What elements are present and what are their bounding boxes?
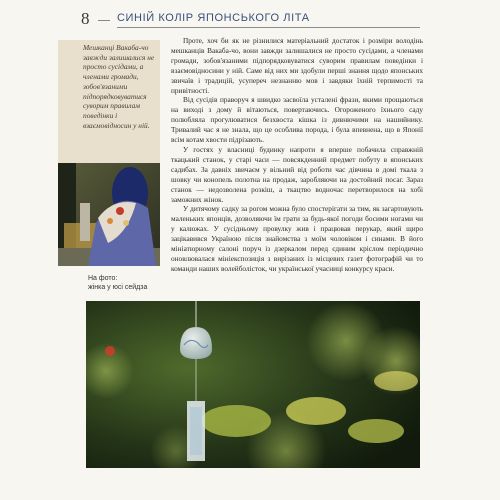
sidebar-quote: Мешканці Вакаба-чо завжди залишалися не просто сусідами, а членами громади, зобов'язаними підпорядковуватися суворим правилам поведінки і взаємовідносин у ній. — [83, 43, 155, 130]
paragraph: Проте, хоч би як не різнилися матеріальний достаток і розміри володінь мешканців Вакаба-чо, вони завжди залишалися не просто сусідами, а членами громади, зобов'язаними підпорядковуватися суворим правилам поведінки і взаємовідносини у ній. Саме від них ми здобули перші знання щодо японських звичаїв і традицій, усупереч незнанню мов і завдяки їхній терпимості та привітності. — [171, 36, 423, 95]
paragraph: У дитячому садку за рогом можна було спостерігати за тим, як загартовують маленьких японців, дозволяючи їм грати за будь-якої погоди босими ногами чи у калюжах. У сусідньому провулку жив і працював перукар, який щиро зацікавився Україною після знайомства з моїм чоловіком і синами. В його мініатюрному салоні поруч із дзеркалом перед єдиним кріслом періодично оновлювалася мініекспозиція з вирізаних із місцевих газет фотографій чи то команди наших волейболісток, чи української учасниці конкурсу краси. — [171, 204, 423, 273]
chapter-title: СИНІЙ КОЛІР ЯПОНСЬКОГО ЛІТА — [117, 12, 310, 24]
woman-in-seiza-photo — [58, 163, 160, 266]
wind-chime-image — [86, 301, 420, 468]
paragraph: У гостях у власниці будинку напроти я вперше побачила справжній ткацький станок, у старі часи — повсякденний предмет побуту в японських садибах. За давніх звичаєм у вільний від роботи час дівчина в домі ткала з шовку чи конопель полотна на продаж, заробляючи на достойний посаг. Зараз станок — недозволена розкіш, а ткацтво водночас перетворилося на хобі заможних жінок. — [171, 144, 423, 204]
caption-text: жінка у юсі сейдза — [88, 284, 148, 291]
wind-chime-photo — [86, 301, 420, 468]
article-body — [171, 36, 423, 274]
paragraph: Від сусідів праворуч я швидко засвоїла усталені фрази, якими прощаються на виході з дому й вітаються, повертаючись. Огороженого їхнього саду полюбляла прогулюватися безхвоста кішка із дивнючими на нашийнику. Тривалий час я не знала, що це особлива порода, і була впевнена, що в Японії всім котам хвости підрізають. — [171, 95, 423, 145]
header-underline — [117, 27, 420, 28]
woman-in-seiza-image — [58, 163, 160, 266]
photo-caption — [88, 274, 178, 292]
header-separator — [98, 20, 110, 21]
page-number: 8 — [81, 9, 90, 28]
caption-label: На фото: — [88, 275, 118, 282]
